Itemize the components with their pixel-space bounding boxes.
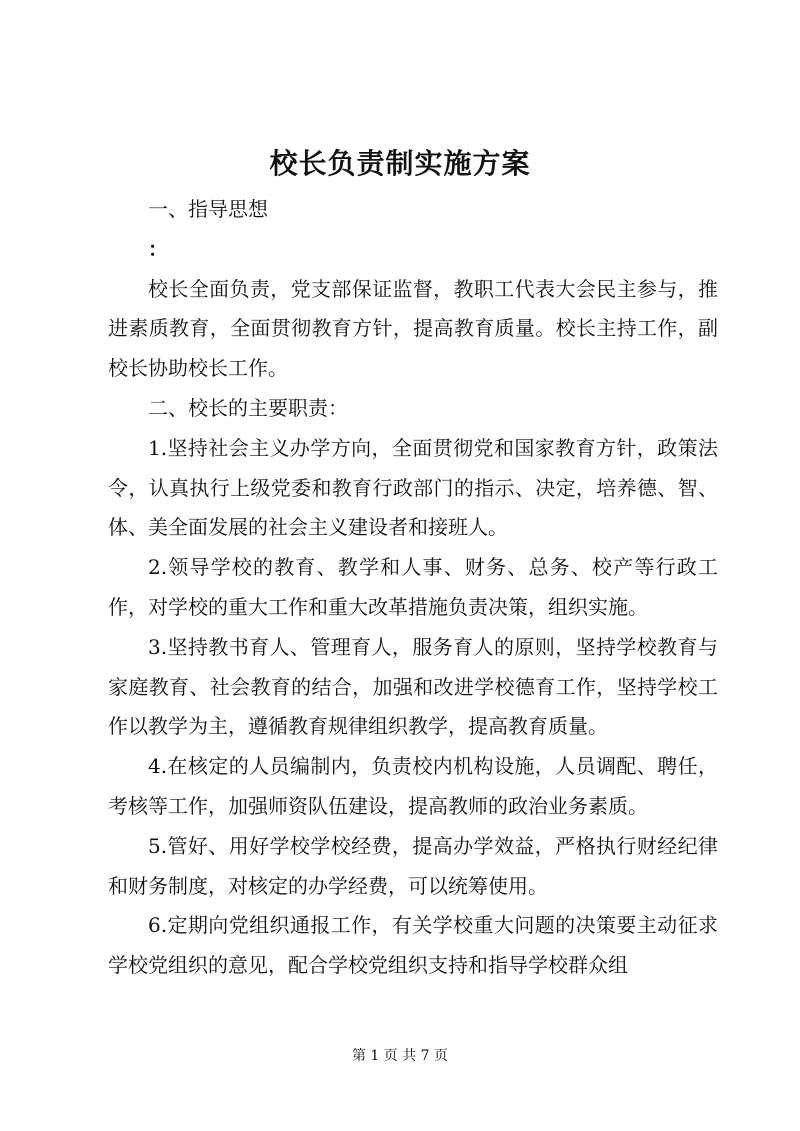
colon-line: ： [148, 236, 168, 261]
duty-item-6: 6.定期向党组织通报工作，有关学校重大问题的决策要主动征求学校党组织的意见，配合学校党组织支持和指导学校群众组 [108, 913, 718, 978]
duty-item-3: 3.坚持教书育人、管理育人，服务育人的原则，坚持学校教育与家庭教育、社会教育的结合，加强和改进学校德育工作，坚持学校工作以教学为主，遵循教育规律组织教学，提高教育质量。 [108, 634, 718, 739]
section-heading-guiding-ideology: 一、指导思想 [148, 197, 268, 221]
document-body [108, 190, 718, 986]
document-title: 校长负责制实施方案 [269, 147, 531, 180]
page-footer: 第 1 页 共 7 页 [351, 1048, 449, 1064]
duty-item-1: 1.坚持社会主义办学方向，全面贯彻党和国家教育方针，政策法令，认真执行上级党委和教育行政部门的指示、决定，培养德、智、体、美全面发展的社会主义建设者和接班人。 [108, 435, 718, 540]
section-heading-duties: 二、校长的主要职责： [148, 395, 348, 420]
paragraph-principle: 校长全面负责，党支部保证监督，教职工代表大会民主参与，推进素质教育，全面贯彻教育方针，提高教育质量。校长主持工作，副校长协助校长工作。 [108, 276, 718, 381]
duty-item-2: 2.领导学校的教育、教学和人事、财务、总务、校产等行政工作，对学校的重大工作和重大改革措施负责决策，组织实施。 [108, 555, 718, 619]
duty-item-4: 4.在核定的人员编制内，负责校内机构设施，人员调配、聘任，考核等工作，加强师资队伍建设，提高教师的政治业务素质。 [108, 754, 718, 818]
duty-item-5: 5.管好、用好学校学校经费，提高办学效益，严格执行财经纪律和财务制度，对核定的办学经费，可以统筹使用。 [108, 833, 718, 898]
